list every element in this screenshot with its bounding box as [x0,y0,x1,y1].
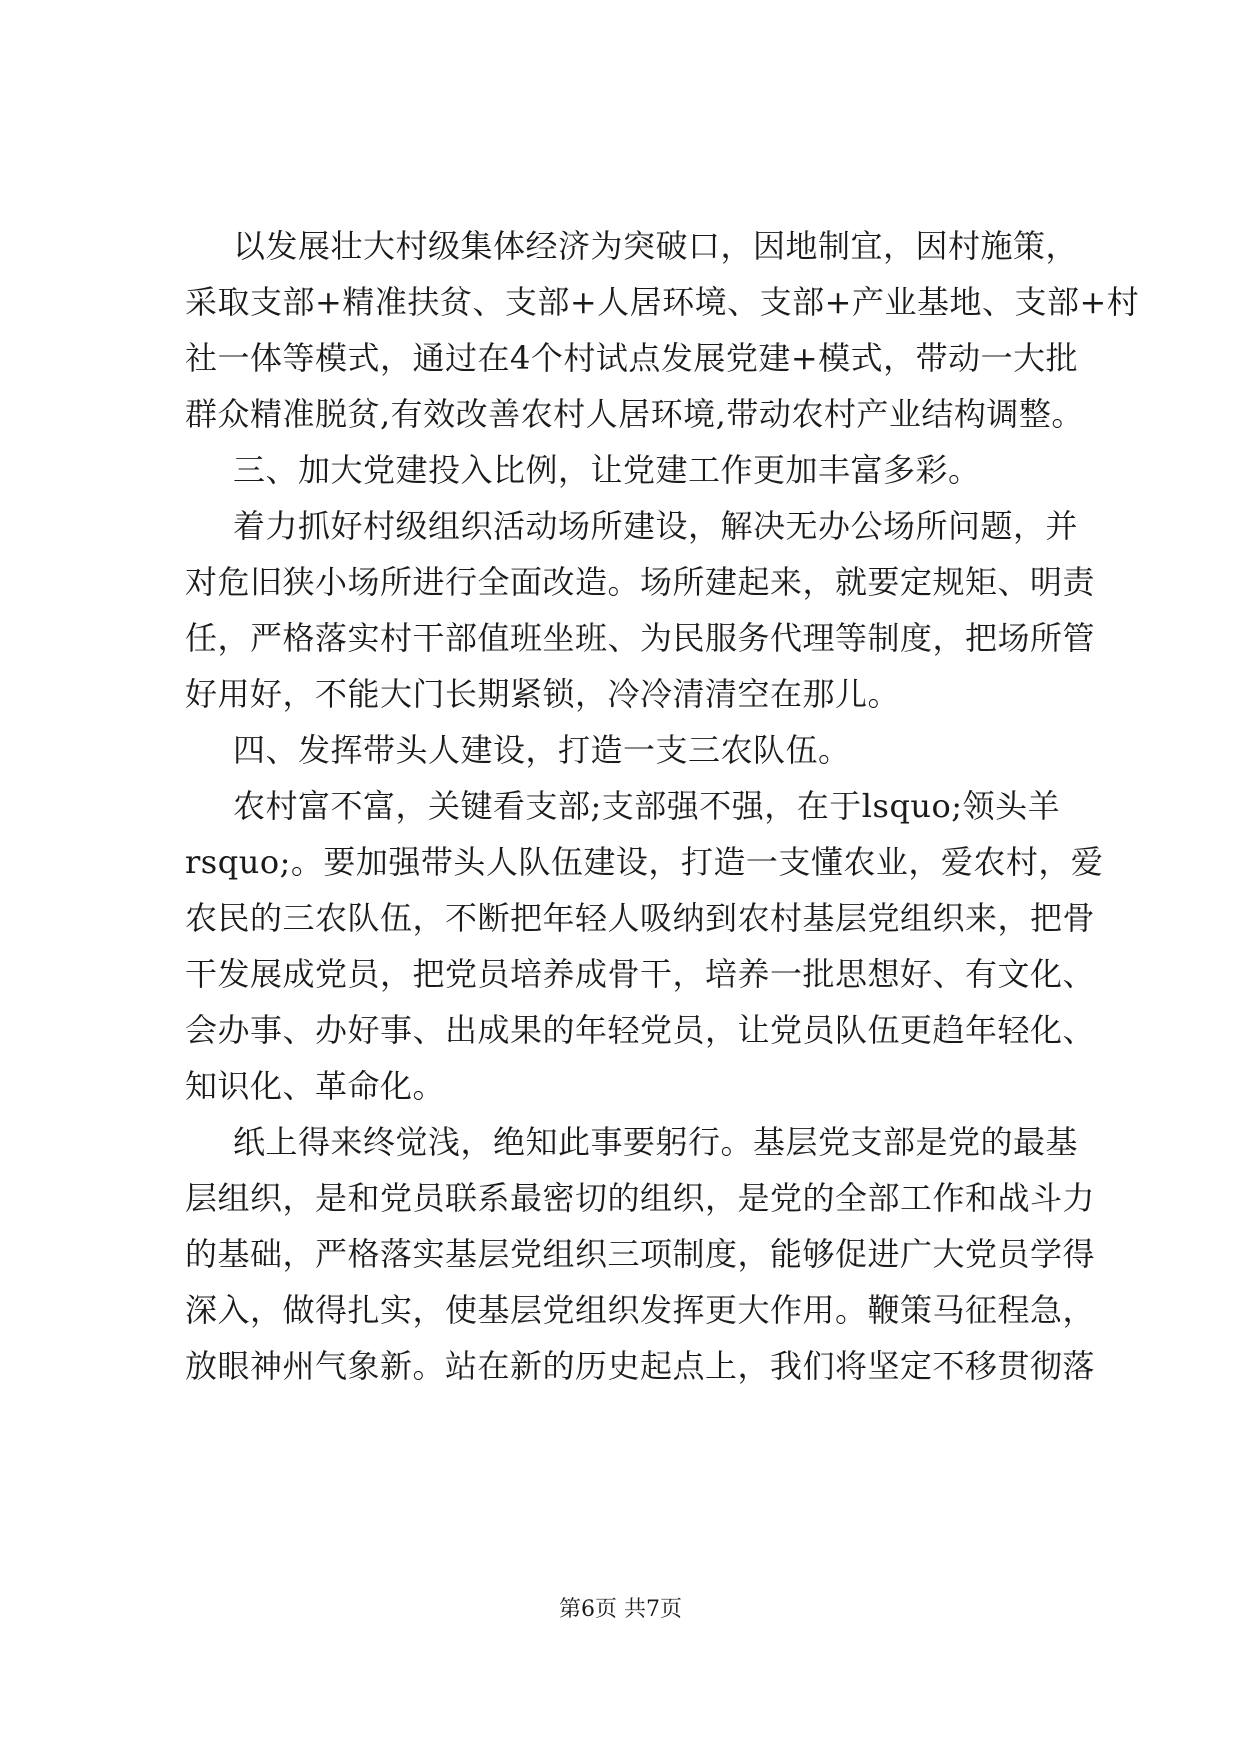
text-line: 的基础，严格落实基层党组织三项制度，能够促进广大党员学得 [185,1235,1096,1273]
text-line: 任，严格落实村干部值班坐班、为民服务代理等制度，把场所管 [185,619,1096,657]
section-heading: 三、加大党建投入比例，让党建工作更加丰富多彩。 [233,451,981,489]
text-line: 农村富不富，关键看支部;支部强不强，在于lsquo;领头羊 [233,787,1061,825]
text-line: 以发展壮大村级集体经济为突破口，因地制宜，因村施策， [233,227,1079,265]
text-line: 深入，做得扎实，使基层党组织发挥更大作用。鞭策马征程急， [185,1291,1096,1329]
text-line: 采取支部+精准扶贫、支部+人居环境、支部+产业基地、支部+村 [185,283,1140,321]
text-line: 对危旧狭小场所进行全面改造。场所建起来，就要定规矩、明责 [185,563,1096,601]
text-line: rsquo;。要加强带头人队伍建设，打造一支懂农业，爱农村，爱 [185,843,1104,881]
page-number-footer: 第6页 共7页 [559,1597,682,1622]
text-line: 着力抓好村级组织活动场所建设，解决无办公场所问题，并 [233,507,1079,545]
text-line: 干发展成党员，把党员培养成骨干，培养一批思想好、有文化、 [185,955,1096,993]
text-line: 纸上得来终觉浅，绝知此事要躬行。基层党支部是党的最基 [233,1123,1079,1161]
text-line: 农民的三农队伍，不断把年轻人吸纳到农村基层党组织来，把骨 [185,899,1096,937]
text-line: 群众精准脱贫,有效改善农村人居环境,带动农村产业结构调整。 [185,395,1084,433]
text-line: 放眼神州气象新。站在新的历史起点上，我们将坚定不移贯彻落 [185,1347,1096,1385]
text-line: 好用好，不能大门长期紧锁，冷冷清清空在那儿。 [185,675,901,713]
text-line: 层组织，是和党员联系最密切的组织，是党的全部工作和战斗力 [185,1179,1096,1217]
text-line: 知识化、革命化。 [185,1067,446,1105]
text-line: 会办事、办好事、出成果的年轻党员，让党员队伍更趋年轻化、 [185,1011,1096,1049]
text-line: 社一体等模式，通过在4个村试点发展党建+模式，带动一大批 [185,339,1079,377]
section-heading: 四、发挥带头人建设，打造一支三农队伍。 [233,731,851,769]
